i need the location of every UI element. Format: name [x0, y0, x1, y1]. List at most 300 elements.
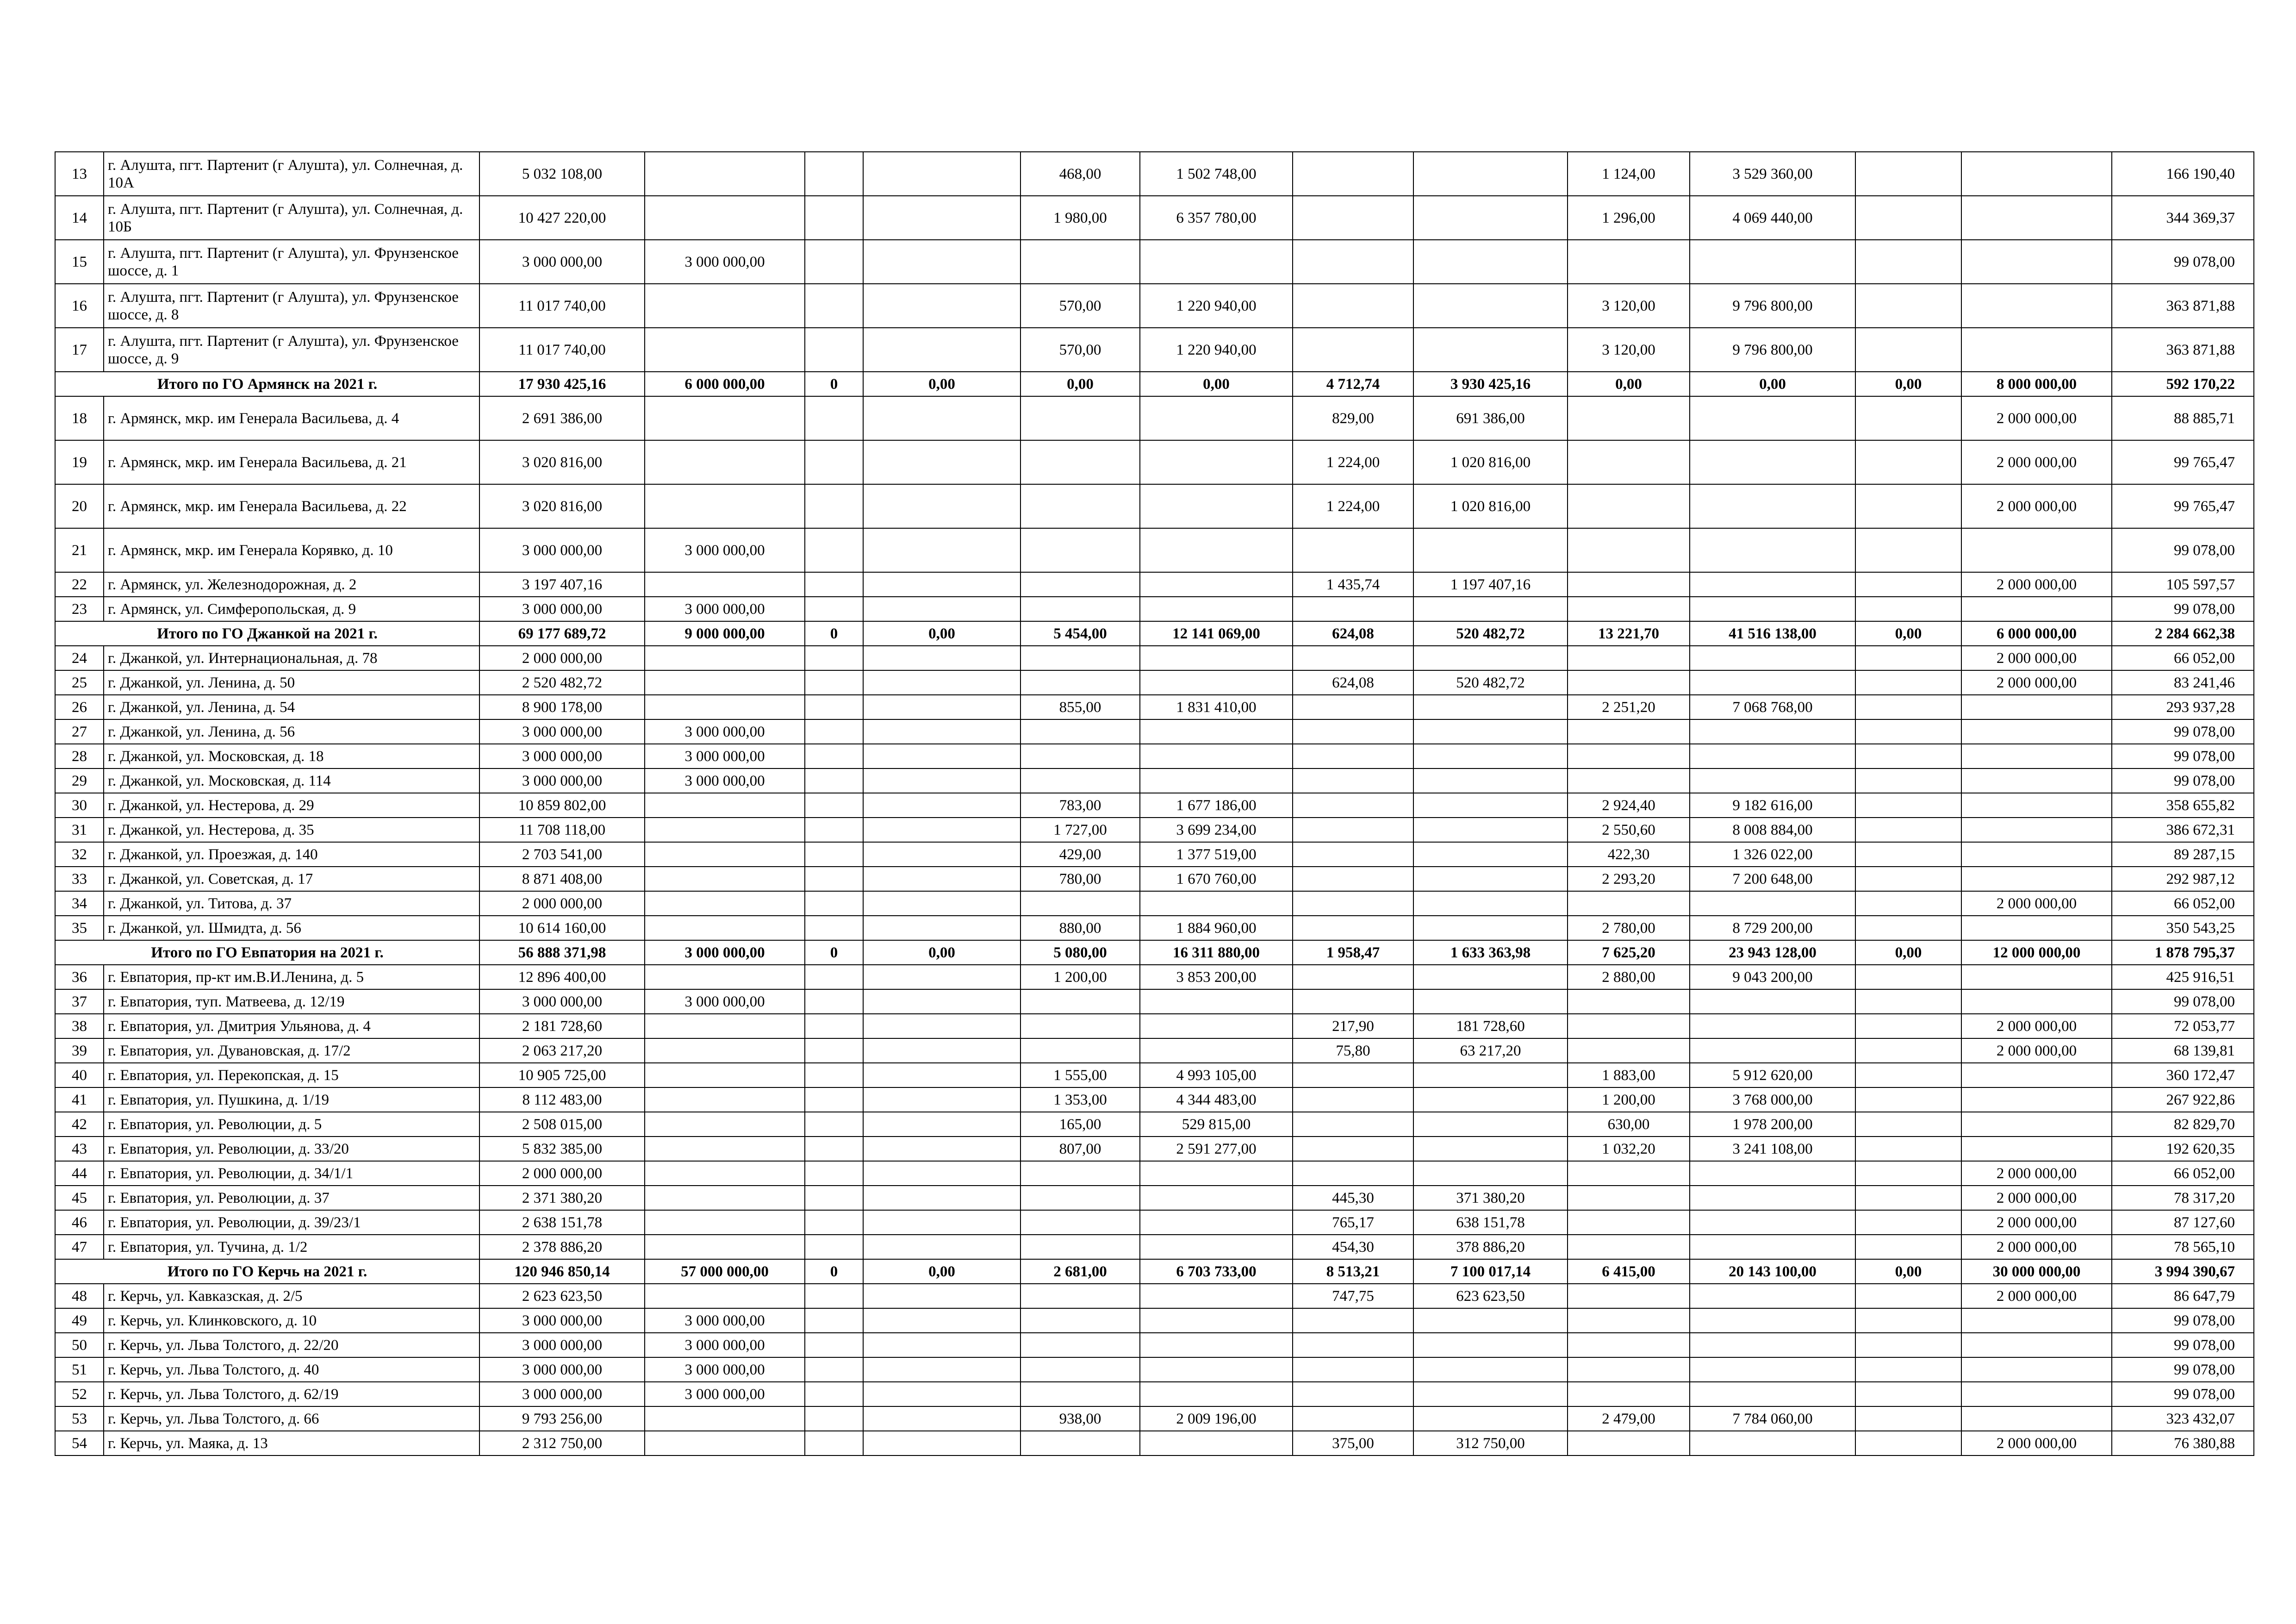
value-cell-col-11 [1855, 989, 1961, 1014]
value-cell-col-13: 89 287,15 [2112, 842, 2254, 867]
value-cell-col-2 [645, 1014, 805, 1038]
value-cell-col-9: 7 625,20 [1568, 940, 1690, 965]
value-cell-col-8: 1 020 816,00 [1413, 440, 1568, 484]
value-cell-col-9 [1568, 646, 1690, 670]
value-cell-col-4 [863, 793, 1020, 818]
value-cell-col-3 [805, 196, 863, 240]
value-cell-col-4 [863, 528, 1020, 572]
value-cell-col-12 [1961, 1112, 2112, 1137]
value-cell-col-1: 8 900 178,00 [479, 695, 645, 719]
value-cell-col-2 [645, 572, 805, 597]
value-cell-col-13: 66 052,00 [2112, 1161, 2254, 1186]
value-cell-col-4 [863, 916, 1020, 940]
value-cell-col-9 [1568, 1186, 1690, 1210]
value-cell-col-9 [1568, 1038, 1690, 1063]
value-cell-col-7 [1293, 240, 1413, 284]
value-cell-col-7: 445,30 [1293, 1186, 1413, 1210]
row-number: 17 [55, 328, 104, 372]
value-cell-col-8 [1413, 744, 1568, 768]
value-cell-col-13: 72 053,77 [2112, 1014, 2254, 1038]
row-number: 29 [55, 768, 104, 793]
value-cell-col-13: 87 127,60 [2112, 1210, 2254, 1235]
value-cell-col-8: 691 386,00 [1413, 396, 1568, 440]
value-cell-col-6: 529 815,00 [1140, 1112, 1293, 1137]
value-cell-col-6 [1140, 1308, 1293, 1333]
row-number: 22 [55, 572, 104, 597]
value-cell-col-13: 105 597,57 [2112, 572, 2254, 597]
value-cell-col-11 [1855, 719, 1961, 744]
value-cell-col-9: 1 883,00 [1568, 1063, 1690, 1087]
value-cell-col-5 [1020, 1357, 1140, 1382]
value-cell-col-4 [863, 396, 1020, 440]
value-cell-col-2 [645, 695, 805, 719]
value-cell-col-1: 3 000 000,00 [479, 1308, 645, 1333]
value-cell-col-13: 99 078,00 [2112, 528, 2254, 572]
value-cell-col-11 [1855, 867, 1961, 891]
value-cell-col-6: 1 884 960,00 [1140, 916, 1293, 940]
value-cell-col-9: 630,00 [1568, 1112, 1690, 1137]
value-cell-col-10: 7 200 648,00 [1690, 867, 1855, 891]
value-cell-col-9 [1568, 440, 1690, 484]
row-number: 14 [55, 196, 104, 240]
value-cell-col-13: 192 620,35 [2112, 1137, 2254, 1161]
value-cell-col-13: 292 987,12 [2112, 867, 2254, 891]
value-cell-col-7: 747,75 [1293, 1284, 1413, 1308]
value-cell-col-12: 2 000 000,00 [1961, 1161, 2112, 1186]
value-cell-col-11 [1855, 1137, 1961, 1161]
value-cell-col-9: 2 550,60 [1568, 818, 1690, 842]
value-cell-col-12: 8 000 000,00 [1961, 372, 2112, 396]
value-cell-col-11 [1855, 1014, 1961, 1038]
value-cell-col-12: 6 000 000,00 [1961, 621, 2112, 646]
value-cell-col-3 [805, 891, 863, 916]
table-row [55, 1186, 2254, 1210]
value-cell-col-2: 3 000 000,00 [645, 989, 805, 1014]
value-cell-col-5 [1020, 1038, 1140, 1063]
value-cell-col-5 [1020, 719, 1140, 744]
value-cell-col-8 [1413, 1406, 1568, 1431]
value-cell-col-2 [645, 1406, 805, 1431]
value-cell-col-9 [1568, 744, 1690, 768]
address-cell: г. Евпатория, ул. Революции, д. 34/1/1 [104, 1161, 479, 1186]
value-cell-col-1: 11 708 118,00 [479, 818, 645, 842]
row-number: 19 [55, 440, 104, 484]
row-number: 13 [55, 152, 104, 196]
value-cell-col-7 [1293, 719, 1413, 744]
row-number: 28 [55, 744, 104, 768]
value-cell-col-8 [1413, 1357, 1568, 1382]
value-cell-col-10 [1690, 528, 1855, 572]
value-cell-col-6: 16 311 880,00 [1140, 940, 1293, 965]
value-cell-col-3 [805, 1063, 863, 1087]
value-cell-col-5 [1020, 1333, 1140, 1357]
value-cell-col-11 [1855, 1186, 1961, 1210]
value-cell-col-9 [1568, 572, 1690, 597]
value-cell-col-11 [1855, 1308, 1961, 1333]
value-cell-col-2 [645, 484, 805, 528]
value-cell-col-2 [645, 1063, 805, 1087]
value-cell-col-8 [1413, 152, 1568, 196]
value-cell-col-6: 1 502 748,00 [1140, 152, 1293, 196]
address-cell: г. Евпатория, туп. Матвеева, д. 12/19 [104, 989, 479, 1014]
value-cell-col-9: 3 120,00 [1568, 284, 1690, 328]
value-cell-col-10 [1690, 240, 1855, 284]
value-cell-col-10 [1690, 670, 1855, 695]
value-cell-col-8: 1 020 816,00 [1413, 484, 1568, 528]
value-cell-col-1: 2 000 000,00 [479, 891, 645, 916]
value-cell-col-1: 2 371 380,20 [479, 1186, 645, 1210]
value-cell-col-11 [1855, 1161, 1961, 1186]
value-cell-col-12 [1961, 284, 2112, 328]
value-cell-col-9: 2 924,40 [1568, 793, 1690, 818]
value-cell-col-11 [1855, 396, 1961, 440]
value-cell-col-12 [1961, 328, 2112, 372]
value-cell-col-9 [1568, 1161, 1690, 1186]
row-number: 16 [55, 284, 104, 328]
value-cell-col-7: 1 224,00 [1293, 484, 1413, 528]
value-cell-col-7 [1293, 328, 1413, 372]
value-cell-col-6: 3 853 200,00 [1140, 965, 1293, 989]
value-cell-col-4 [863, 1284, 1020, 1308]
row-number: 26 [55, 695, 104, 719]
value-cell-col-12 [1961, 744, 2112, 768]
value-cell-col-11 [1855, 484, 1961, 528]
value-cell-col-13: 99 765,47 [2112, 484, 2254, 528]
value-cell-col-7 [1293, 1382, 1413, 1406]
value-cell-col-13: 68 139,81 [2112, 1038, 2254, 1063]
value-cell-col-8 [1413, 916, 1568, 940]
value-cell-col-6 [1140, 440, 1293, 484]
row-number: 45 [55, 1186, 104, 1210]
value-cell-col-10 [1690, 1382, 1855, 1406]
value-cell-col-1: 3 000 000,00 [479, 1382, 645, 1406]
table-body [55, 152, 2254, 1455]
value-cell-col-4 [863, 240, 1020, 284]
value-cell-col-11: 0,00 [1855, 1259, 1961, 1284]
value-cell-col-3 [805, 1308, 863, 1333]
value-cell-col-4 [863, 1161, 1020, 1186]
value-cell-col-10: 4 069 440,00 [1690, 196, 1855, 240]
value-cell-col-4 [863, 744, 1020, 768]
value-cell-col-11 [1855, 695, 1961, 719]
value-cell-col-7 [1293, 1333, 1413, 1357]
value-cell-col-2: 3 000 000,00 [645, 744, 805, 768]
address-cell: г. Джанкой, ул. Московская, д. 18 [104, 744, 479, 768]
value-cell-col-1: 2 312 750,00 [479, 1431, 645, 1455]
value-cell-col-11: 0,00 [1855, 621, 1961, 646]
value-cell-col-12 [1961, 1357, 2112, 1382]
table-row [55, 793, 2254, 818]
value-cell-col-6: 2 009 196,00 [1140, 1406, 1293, 1431]
address-cell: г. Армянск, мкр. им Генерала Васильева, д. 21 [104, 440, 479, 484]
value-cell-col-12: 2 000 000,00 [1961, 1235, 2112, 1259]
value-cell-col-6 [1140, 768, 1293, 793]
address-cell: г. Евпатория, ул. Тучина, д. 1/2 [104, 1235, 479, 1259]
value-cell-col-4 [863, 1063, 1020, 1087]
value-cell-col-3 [805, 867, 863, 891]
value-cell-col-5 [1020, 670, 1140, 695]
value-cell-col-1: 17 930 425,16 [479, 372, 645, 396]
value-cell-col-1: 2 063 217,20 [479, 1038, 645, 1063]
value-cell-col-2 [645, 867, 805, 891]
value-cell-col-10: 3 241 108,00 [1690, 1137, 1855, 1161]
address-cell: г. Джанкой, ул. Интернациональная, д. 78 [104, 646, 479, 670]
value-cell-col-7 [1293, 1063, 1413, 1087]
value-cell-col-8 [1413, 1333, 1568, 1357]
value-cell-col-9 [1568, 528, 1690, 572]
address-cell: г. Евпатория, ул. Дмитрия Ульянова, д. 4 [104, 1014, 479, 1038]
row-number: 46 [55, 1210, 104, 1235]
value-cell-col-11 [1855, 793, 1961, 818]
value-cell-col-4 [863, 867, 1020, 891]
value-cell-col-12: 2 000 000,00 [1961, 1186, 2112, 1210]
value-cell-col-4 [863, 670, 1020, 695]
value-cell-col-1: 2 520 482,72 [479, 670, 645, 695]
row-number: 31 [55, 818, 104, 842]
value-cell-col-1: 3 020 816,00 [479, 440, 645, 484]
value-cell-col-9: 422,30 [1568, 842, 1690, 867]
value-cell-col-12: 12 000 000,00 [1961, 940, 2112, 965]
row-number: 54 [55, 1431, 104, 1455]
value-cell-col-3 [805, 597, 863, 621]
value-cell-col-7 [1293, 284, 1413, 328]
value-cell-col-9: 3 120,00 [1568, 328, 1690, 372]
value-cell-col-8: 623 623,50 [1413, 1284, 1568, 1308]
value-cell-col-2 [645, 1161, 805, 1186]
value-cell-col-1: 3 197 407,16 [479, 572, 645, 597]
value-cell-col-13: 99 078,00 [2112, 989, 2254, 1014]
value-cell-col-1: 2 508 015,00 [479, 1112, 645, 1137]
value-cell-col-6: 4 344 483,00 [1140, 1087, 1293, 1112]
value-cell-col-10: 1 978 200,00 [1690, 1112, 1855, 1137]
value-cell-col-12 [1961, 818, 2112, 842]
value-cell-col-13: 323 432,07 [2112, 1406, 2254, 1431]
value-cell-col-2 [645, 1087, 805, 1112]
value-cell-col-5: 780,00 [1020, 867, 1140, 891]
value-cell-col-1: 3 000 000,00 [479, 1333, 645, 1357]
value-cell-col-11 [1855, 1210, 1961, 1235]
value-cell-col-1: 3 000 000,00 [479, 597, 645, 621]
value-cell-col-11 [1855, 1235, 1961, 1259]
value-cell-col-12 [1961, 1382, 2112, 1406]
value-cell-col-11: 0,00 [1855, 372, 1961, 396]
value-cell-col-12 [1961, 240, 2112, 284]
value-cell-col-10 [1690, 396, 1855, 440]
address-cell: г. Джанкой, ул. Нестерова, д. 29 [104, 793, 479, 818]
value-cell-col-11 [1855, 152, 1961, 196]
value-cell-col-6: 2 591 277,00 [1140, 1137, 1293, 1161]
value-cell-col-11 [1855, 440, 1961, 484]
value-cell-col-12 [1961, 152, 2112, 196]
address-cell: г. Керчь, ул. Льва Толстого, д. 66 [104, 1406, 479, 1431]
budget-table [55, 151, 2254, 1456]
address-cell: г. Керчь, ул. Клинковского, д. 10 [104, 1308, 479, 1333]
value-cell-col-1: 69 177 689,72 [479, 621, 645, 646]
value-cell-col-10 [1690, 1161, 1855, 1186]
value-cell-col-6: 1 831 410,00 [1140, 695, 1293, 719]
value-cell-col-9 [1568, 1210, 1690, 1235]
row-number: 39 [55, 1038, 104, 1063]
value-cell-col-6 [1140, 646, 1293, 670]
value-cell-col-11 [1855, 818, 1961, 842]
value-cell-col-1: 9 793 256,00 [479, 1406, 645, 1431]
value-cell-col-3 [805, 1382, 863, 1406]
row-number: 35 [55, 916, 104, 940]
value-cell-col-8 [1413, 1308, 1568, 1333]
value-cell-col-5 [1020, 1308, 1140, 1333]
value-cell-col-12: 2 000 000,00 [1961, 646, 2112, 670]
address-cell: г. Алушта, пгт. Партенит (г Алушта), ул. Фрунзенское шоссе, д. 9 [104, 328, 479, 372]
value-cell-col-8: 638 151,78 [1413, 1210, 1568, 1235]
value-cell-col-6 [1140, 597, 1293, 621]
value-cell-col-6 [1140, 1333, 1293, 1357]
value-cell-col-3 [805, 1137, 863, 1161]
value-cell-col-13: 293 937,28 [2112, 695, 2254, 719]
value-cell-col-5 [1020, 1186, 1140, 1210]
value-cell-col-1: 10 859 802,00 [479, 793, 645, 818]
value-cell-col-12 [1961, 768, 2112, 793]
value-cell-col-5 [1020, 1235, 1140, 1259]
address-cell: г. Армянск, ул. Симферопольская, д. 9 [104, 597, 479, 621]
value-cell-col-2: 3 000 000,00 [645, 719, 805, 744]
value-cell-col-10 [1690, 484, 1855, 528]
value-cell-col-12 [1961, 597, 2112, 621]
value-cell-col-6 [1140, 572, 1293, 597]
value-cell-col-11 [1855, 1284, 1961, 1308]
value-cell-col-12 [1961, 528, 2112, 572]
value-cell-col-3 [805, 670, 863, 695]
value-cell-col-3 [805, 916, 863, 940]
value-cell-col-10: 3 768 000,00 [1690, 1087, 1855, 1112]
address-cell: г. Алушта, пгт. Партенит (г Алушта), ул. Солнечная, д. 10А [104, 152, 479, 196]
address-cell: г. Евпатория, ул. Революции, д. 33/20 [104, 1137, 479, 1161]
value-cell-col-9 [1568, 1431, 1690, 1455]
table-row [55, 768, 2254, 793]
table-row [55, 916, 2254, 940]
address-cell: г. Алушта, пгт. Партенит (г Алушта), ул. Фрунзенское шоссе, д. 8 [104, 284, 479, 328]
value-cell-col-1: 10 905 725,00 [479, 1063, 645, 1087]
value-cell-col-5: 5 454,00 [1020, 621, 1140, 646]
value-cell-col-13: 363 871,88 [2112, 328, 2254, 372]
value-cell-col-4 [863, 484, 1020, 528]
value-cell-col-7: 4 712,74 [1293, 372, 1413, 396]
value-cell-col-7 [1293, 152, 1413, 196]
value-cell-col-7 [1293, 1087, 1413, 1112]
value-cell-col-8 [1413, 695, 1568, 719]
value-cell-col-2 [645, 440, 805, 484]
value-cell-col-6: 6 703 733,00 [1140, 1259, 1293, 1284]
value-cell-col-10: 9 796 800,00 [1690, 328, 1855, 372]
value-cell-col-10 [1690, 1431, 1855, 1455]
address-cell: г. Евпатория, ул. Революции, д. 37 [104, 1186, 479, 1210]
value-cell-col-4 [863, 965, 1020, 989]
row-number: 20 [55, 484, 104, 528]
value-cell-col-11 [1855, 891, 1961, 916]
value-cell-col-8 [1413, 597, 1568, 621]
value-cell-col-7 [1293, 597, 1413, 621]
value-cell-col-5: 429,00 [1020, 842, 1140, 867]
value-cell-col-1: 120 946 850,14 [479, 1259, 645, 1284]
value-cell-col-10 [1690, 597, 1855, 621]
address-cell: г. Армянск, мкр. им Генерала Корявко, д. 10 [104, 528, 479, 572]
address-cell: г. Евпатория, пр-кт им.В.И.Ленина, д. 5 [104, 965, 479, 989]
value-cell-col-1: 2 703 541,00 [479, 842, 645, 867]
value-cell-col-2: 57 000 000,00 [645, 1259, 805, 1284]
value-cell-col-8: 378 886,20 [1413, 1235, 1568, 1259]
row-number: 27 [55, 719, 104, 744]
value-cell-col-8 [1413, 867, 1568, 891]
table-row [55, 528, 2254, 572]
value-cell-col-10: 9 043 200,00 [1690, 965, 1855, 989]
value-cell-col-5 [1020, 440, 1140, 484]
address-cell: г. Евпатория, ул. Революции, д. 39/23/1 [104, 1210, 479, 1235]
value-cell-col-5: 855,00 [1020, 695, 1140, 719]
value-cell-col-13: 363 871,88 [2112, 284, 2254, 328]
value-cell-col-4: 0,00 [863, 940, 1020, 965]
value-cell-col-6: 1 220 940,00 [1140, 284, 1293, 328]
value-cell-col-9 [1568, 1284, 1690, 1308]
total-row [55, 372, 2254, 396]
value-cell-col-3 [805, 768, 863, 793]
table-row [55, 484, 2254, 528]
value-cell-col-8 [1413, 842, 1568, 867]
value-cell-col-13: 99 078,00 [2112, 1357, 2254, 1382]
value-cell-col-1: 3 000 000,00 [479, 240, 645, 284]
value-cell-col-13: 358 655,82 [2112, 793, 2254, 818]
row-number: 34 [55, 891, 104, 916]
value-cell-col-5: 468,00 [1020, 152, 1140, 196]
value-cell-col-4 [863, 572, 1020, 597]
value-cell-col-10 [1690, 440, 1855, 484]
value-cell-col-7 [1293, 1357, 1413, 1382]
value-cell-col-3 [805, 965, 863, 989]
value-cell-col-6: 12 141 069,00 [1140, 621, 1293, 646]
value-cell-col-2 [645, 646, 805, 670]
value-cell-col-3 [805, 646, 863, 670]
value-cell-col-1: 2 638 151,78 [479, 1210, 645, 1235]
value-cell-col-6 [1140, 670, 1293, 695]
value-cell-col-8 [1413, 646, 1568, 670]
value-cell-col-10: 5 912 620,00 [1690, 1063, 1855, 1087]
address-cell: г. Джанкой, ул. Ленина, д. 56 [104, 719, 479, 744]
value-cell-col-1: 3 000 000,00 [479, 528, 645, 572]
value-cell-col-13: 386 672,31 [2112, 818, 2254, 842]
value-cell-col-5: 0,00 [1020, 372, 1140, 396]
value-cell-col-6 [1140, 1210, 1293, 1235]
value-cell-col-7 [1293, 1161, 1413, 1186]
value-cell-col-10 [1690, 1014, 1855, 1038]
value-cell-col-4 [863, 1112, 1020, 1137]
value-cell-col-5: 1 353,00 [1020, 1087, 1140, 1112]
value-cell-col-7: 8 513,21 [1293, 1259, 1413, 1284]
address-cell: г. Армянск, ул. Железнодорожная, д. 2 [104, 572, 479, 597]
table-row [55, 1137, 2254, 1161]
value-cell-col-6: 1 670 760,00 [1140, 867, 1293, 891]
value-cell-col-3 [805, 1210, 863, 1235]
value-cell-col-7: 765,17 [1293, 1210, 1413, 1235]
value-cell-col-2 [645, 1431, 805, 1455]
value-cell-col-10 [1690, 744, 1855, 768]
value-cell-col-8 [1413, 793, 1568, 818]
value-cell-col-2: 3 000 000,00 [645, 240, 805, 284]
value-cell-col-4 [863, 989, 1020, 1014]
value-cell-col-4 [863, 1087, 1020, 1112]
value-cell-col-13: 66 052,00 [2112, 646, 2254, 670]
value-cell-col-3 [805, 842, 863, 867]
value-cell-col-13: 99 078,00 [2112, 1382, 2254, 1406]
value-cell-col-13: 166 190,40 [2112, 152, 2254, 196]
value-cell-col-8: 520 482,72 [1413, 621, 1568, 646]
